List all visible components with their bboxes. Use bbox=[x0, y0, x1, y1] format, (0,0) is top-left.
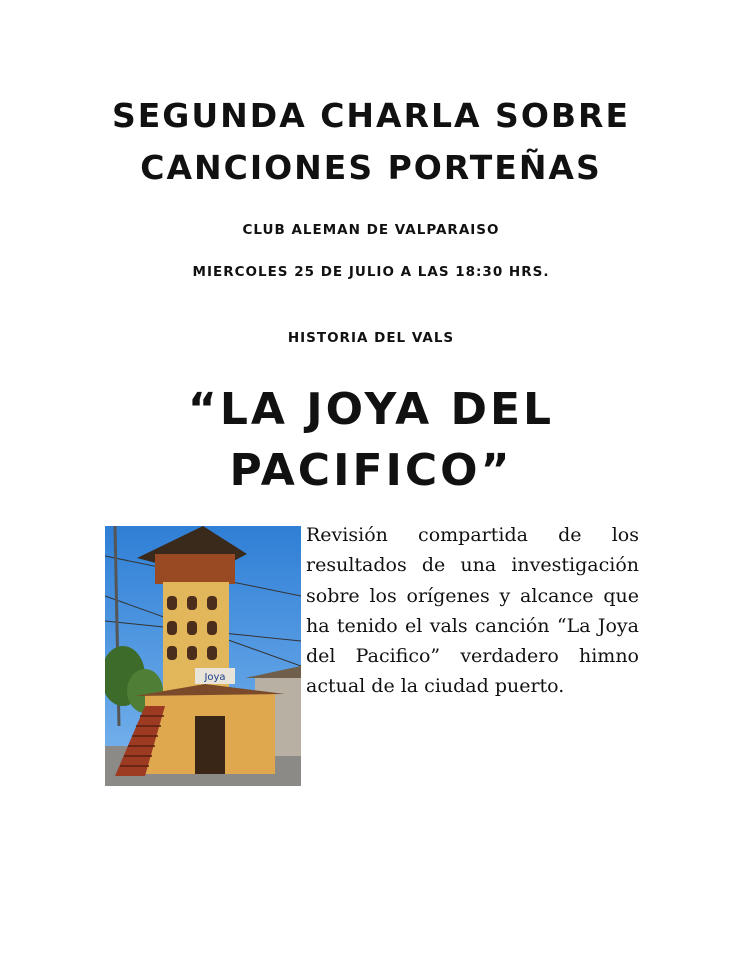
song-title-line-2: PACIFICO” bbox=[229, 445, 513, 496]
tower-photo bbox=[105, 526, 301, 786]
description-text: Revisión compartida de los resultados de una investigación sobre los orígenes y alcance que ha tenido el vals canción “La Joya del Pacifico” verdadero himno actual de la ciudad puerto. bbox=[306, 524, 639, 698]
title-line-1: SEGUNDA CHARLA SOBRE bbox=[111, 96, 630, 135]
tower-sign-text: Joya bbox=[204, 672, 226, 683]
title-line-2: CANCIONES PORTEÑAS bbox=[140, 148, 602, 187]
song-title-line-1: “LA JOYA DEL bbox=[187, 384, 555, 435]
venue-text: CLUB ALEMAN DE VALPARAISO bbox=[242, 222, 500, 238]
subtitle-text: HISTORIA DEL VALS bbox=[287, 330, 455, 346]
date-text: MIERCOLES 25 DE JULIO A LAS 18:30 HRS. bbox=[192, 264, 550, 280]
